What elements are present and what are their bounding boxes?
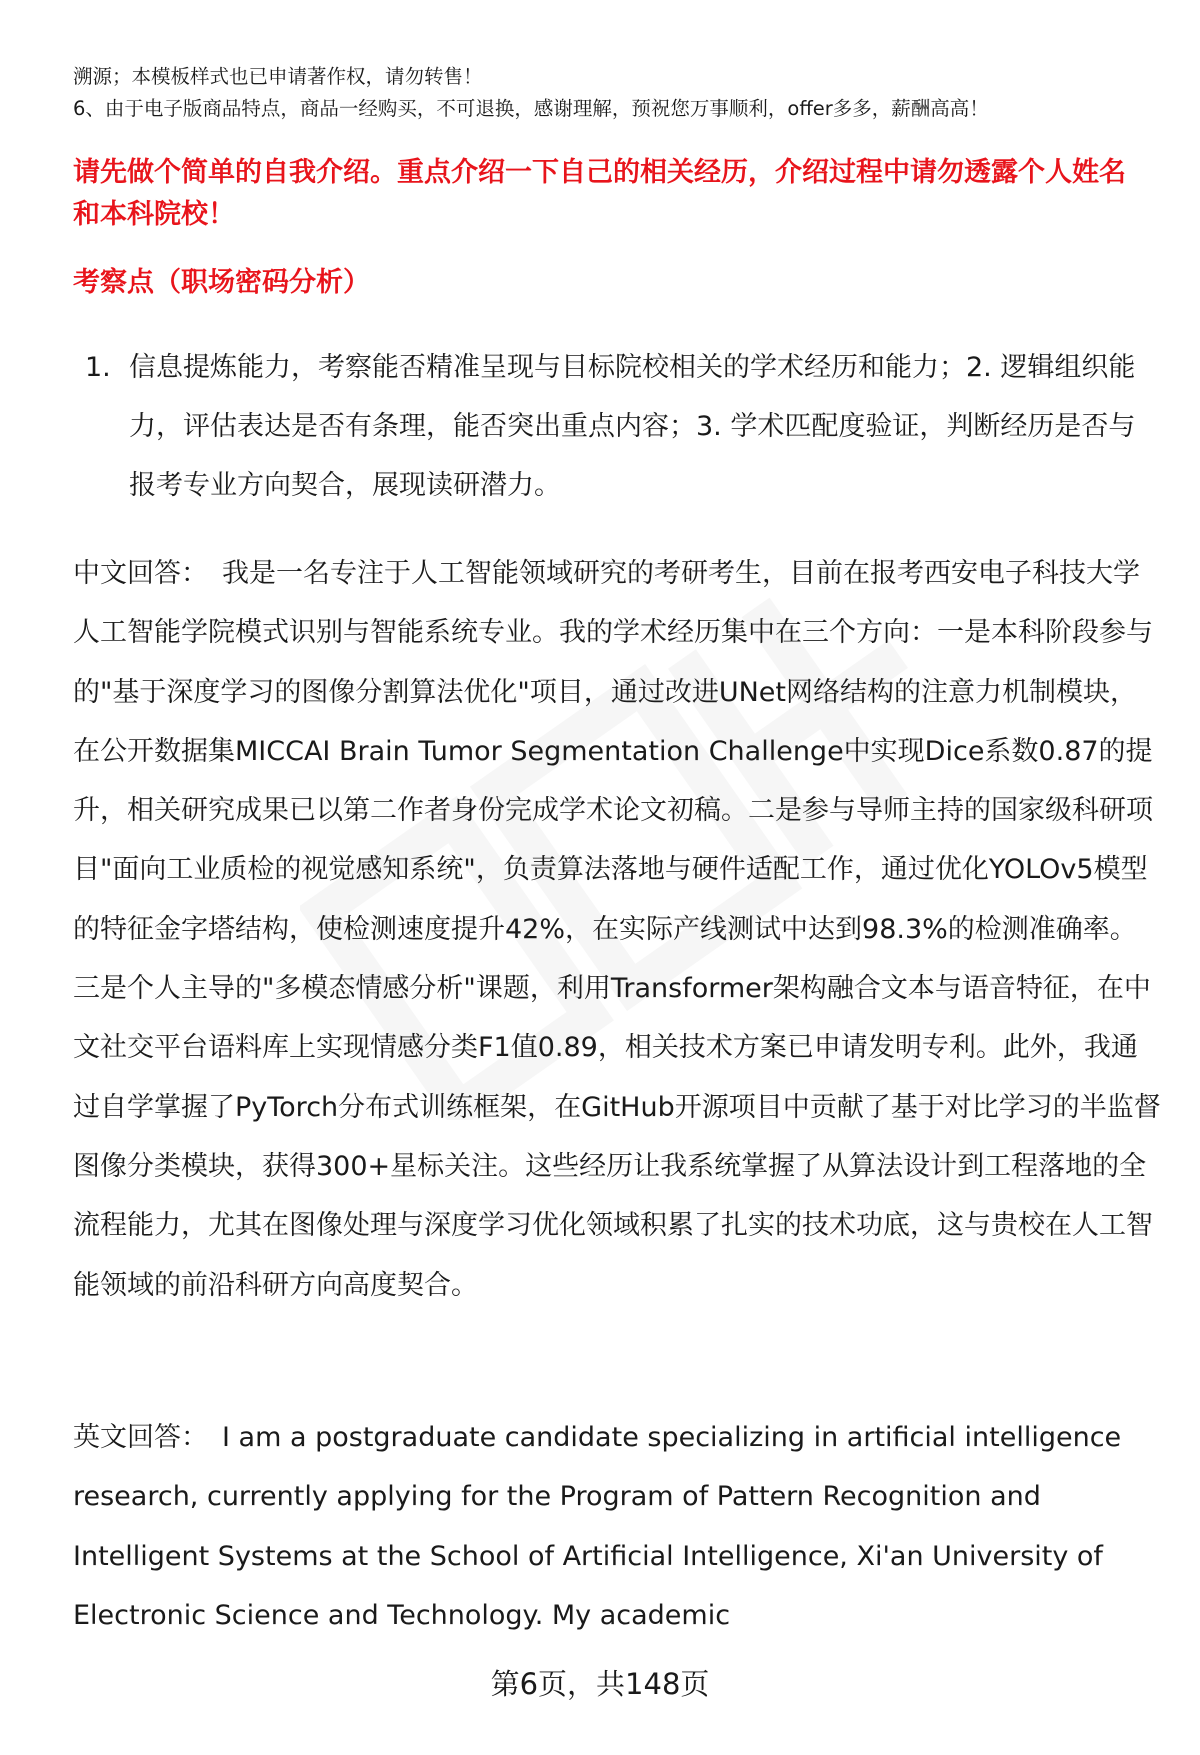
english-answer-text: I am a postgraduate candidate specializing in artificial intelligence research, currently applying for the Program of Pattern Recognition and Intelligent Systems at the School of Artificial Intelligence, Xi'an University of Electronic Science and Technology. My academic (73, 1422, 1122, 1631)
list-item-text: 信息提炼能力，考察能否精准呈现与目标院校相关的学术经历和能力；2. 逻辑组织能力，评估表达是否有条理，能否突出重点内容；3. 学术匹配度验证，判断经历是否与报考专业方向契合，展现读研潜力。 (129, 352, 1136, 501)
chinese-answer-text: 我是一名专注于人工智能领域研究的考研考生，目前在报考西安电子科技大学人工智能学院模式识别与智能系统专业。我的学术经历集中在三个方向：一是本科阶段参与的"基于深度学习的图像分割算法优化"项目，通过改进UNet网络结构的注意力机制模块，在公开数据集MICCAI Brain Tumor Segmentation Challenge中实现Dice系数0.87的提升，相关研究成果已以第二作者身份完成学术论文初稿。二是参与导师主持的国家级科研项目"面向工业质检的视觉感知系统"，负责算法落地与硬件适配工作，通过优化YOLOv5模型的特征金字塔结构，使检测速度提升42%，在实际产线测试中达到98.3%的检测准确率。三是个人主导的"多模态情感分析"课题，利用Transformer架构融合文本与语音特征，在中文社交平台语料库上实现情感分类F1值0.89，相关技术方案已申请发明专利。此外，我通过自学掌握了PyTorch分布式训练框架，在GitHub开源项目中贡献了基于对比学习的半监督图像分类模块，获得300+星标关注。这些经历让我系统掌握了从算法设计到工程落地的全流程能力，尤其在图像处理与深度学习优化领域积累了扎实的技术功底，这与贵校在人工智能领域的前沿科研方向高度契合。 (73, 558, 1161, 1301)
list-item-number: 1. (85, 352, 111, 383)
english-answer-label: 英文回答： (73, 1422, 208, 1453)
notice-line-1: 溯源；本模板样式也已申请著作权，请勿转售！ (73, 65, 483, 88)
notice-line-2: 6、由于电子版商品特点，商品一经购买，不可退换，感谢理解，预祝您万事顺利，offer多多，薪酬高高！ (73, 97, 989, 120)
interview-question: 请先做个简单的自我介绍。重点介绍一下自己的相关经历，介绍过程中请勿透露个人姓名和本科院校！ (73, 157, 1126, 230)
list-item (85, 338, 1145, 515)
page-number: 第6页，共148页 (490, 1667, 710, 1701)
english-answer (73, 1408, 1163, 1645)
chinese-answer (73, 544, 1163, 1315)
focus-heading: 考察点（职场密码分析） (73, 267, 370, 298)
focus-list (85, 338, 1145, 515)
chinese-answer-label: 中文回答： (73, 558, 208, 589)
